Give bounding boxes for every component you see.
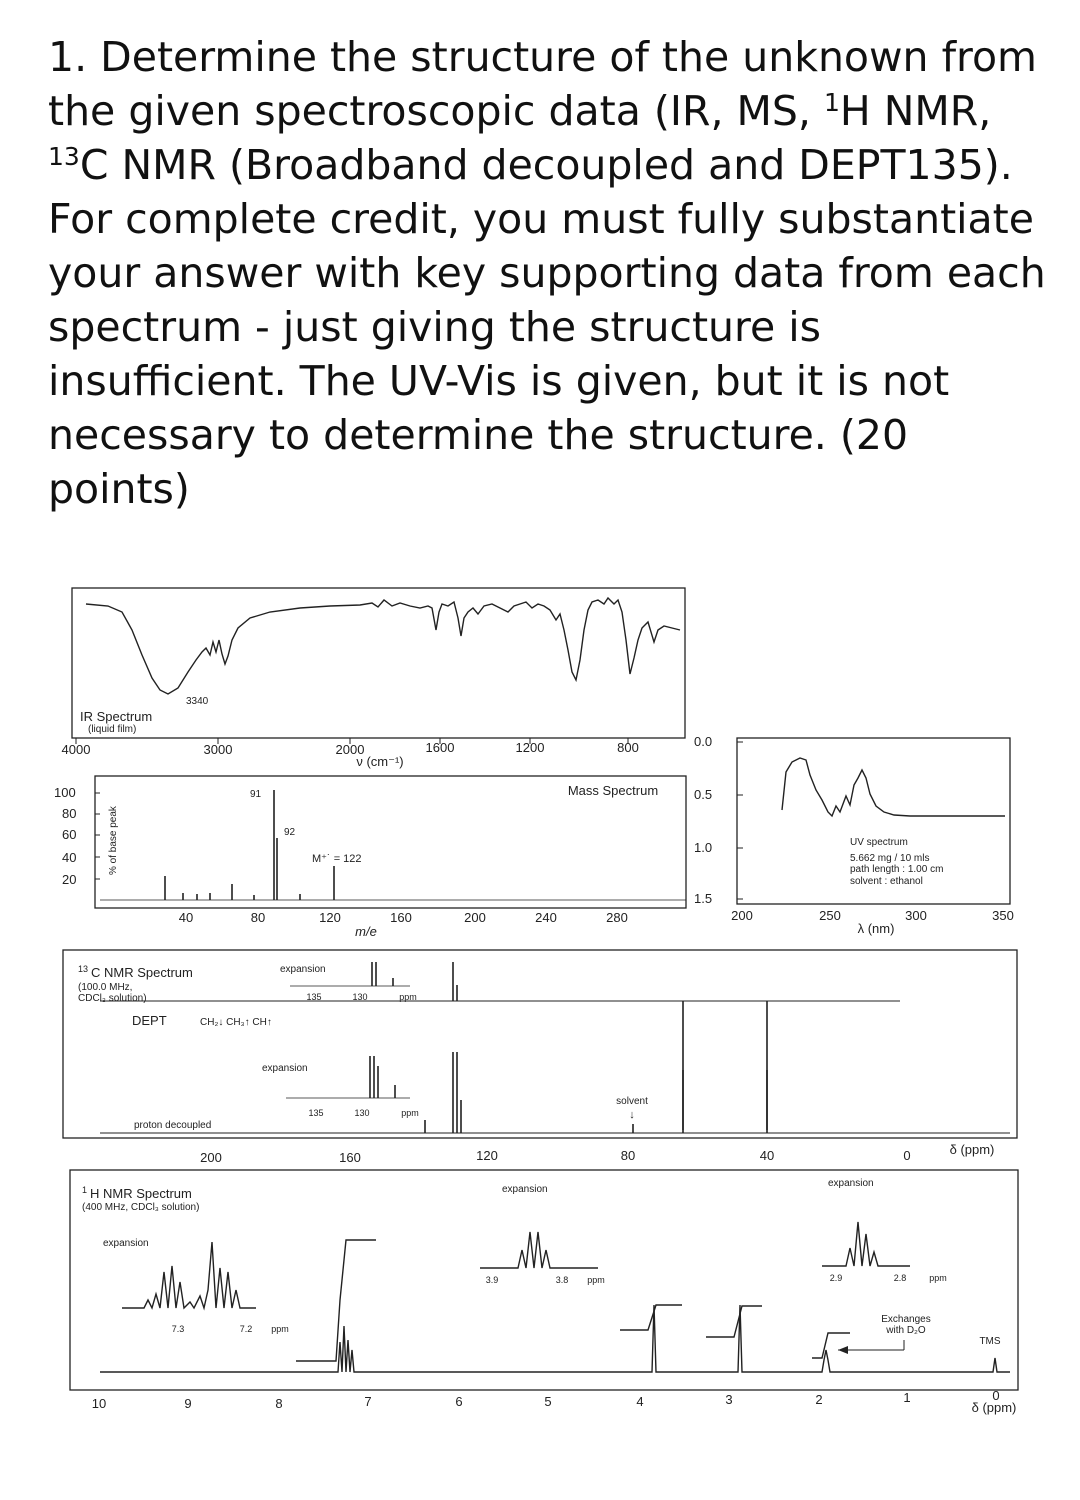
h1-29-exp-tick: 2.8	[893, 1273, 907, 1283]
ir-axis-label: ν (cm⁻¹)	[356, 754, 404, 769]
h1-aromatic-expansion-label: expansion	[103, 1238, 149, 1249]
h1-29-expansion-label: expansion	[828, 1178, 874, 1189]
ms-x-tick: 240	[535, 910, 557, 925]
c13-solvent-label: solvent	[616, 1096, 648, 1107]
h1-39-expansion-trace	[480, 1232, 598, 1268]
ir-frame	[72, 588, 685, 738]
h1-39-exp-tick: 3.9	[485, 1275, 499, 1285]
h1-tick-label: 3	[725, 1392, 733, 1407]
uv-y-ticks	[694, 734, 743, 906]
ir-trace	[86, 598, 680, 694]
mass-spectrum	[54, 776, 686, 939]
proton-decoupled-label: proton decoupled	[134, 1120, 212, 1131]
h1-aromatic-expansion-trace	[122, 1242, 256, 1308]
c13-tick-label: 40	[759, 1148, 775, 1163]
uv-xlabel: λ (nm)	[857, 921, 895, 936]
ms-y-tick: 20	[62, 872, 77, 887]
h1-tick-label: 4	[636, 1394, 644, 1409]
c13-tick-label: 0	[903, 1148, 911, 1163]
c13-nmr-spectrum	[63, 950, 1017, 1165]
h1-tick-label: 2	[815, 1392, 823, 1407]
uv-x-tick: 200	[731, 908, 753, 923]
h1-aromatic-exp-tick: ppm	[271, 1324, 289, 1334]
h1-frame	[70, 1170, 1018, 1390]
ir-peak-label: 3340	[186, 696, 209, 707]
c13-exp-tick: 130	[354, 1108, 370, 1118]
h1-aromatic-exp-tick: 7.2	[239, 1324, 253, 1334]
uv-x-tick: 250	[819, 908, 841, 923]
ms-label-92: 92	[284, 827, 296, 838]
h1-axis-label: δ (ppm)	[971, 1400, 1017, 1415]
h1-39-exp-tick: 3.8	[555, 1275, 569, 1285]
ms-xlabel: m/e	[355, 924, 377, 939]
h1-integral-39	[620, 1305, 682, 1330]
c13-solvent: CDCl₃ solution)	[78, 993, 147, 1004]
c13-expansion-label: expansion	[262, 1063, 308, 1074]
ms-x-tick: 120	[319, 910, 341, 925]
ms-x-tick: 40	[178, 910, 194, 925]
ir-tick-label: 1600	[425, 740, 455, 755]
h1-tick-label: 6	[455, 1394, 463, 1409]
c13-frequency: (100.0 MHz,	[78, 982, 133, 993]
h1-tick-label: 9	[184, 1396, 192, 1411]
h1-exchange-label-2: with D₂O	[886, 1325, 926, 1336]
h1-nmr-spectrum	[70, 1170, 1018, 1415]
h1-tick-label: 10	[91, 1396, 107, 1411]
ms-x-ticks	[179, 910, 628, 925]
h1-aromatic-exp-tick: 7.3	[171, 1324, 185, 1334]
dept-exp-tick: ppm	[399, 992, 417, 1002]
c13-tick-label: 120	[476, 1148, 498, 1163]
uv-spectrum	[694, 734, 1014, 936]
ir-tick-label: 4000	[61, 742, 91, 757]
h1-integral-oh	[812, 1333, 850, 1358]
dept-expansion-label: expansion	[280, 964, 326, 975]
h1-tms-label: TMS	[979, 1336, 1001, 1347]
uv-info-path: path length : 1.00 cm	[850, 864, 944, 875]
h1-tick-label: 7	[364, 1394, 372, 1409]
uv-title: UV spectrum	[850, 837, 908, 848]
ms-peaks	[100, 790, 686, 900]
ir-tick-label: 2000	[335, 742, 365, 757]
ms-y-tick: 100	[54, 785, 76, 800]
c13-exp-tick: 135	[308, 1108, 324, 1118]
ir-tick-label: 800	[617, 740, 639, 755]
dept-exp-tick: 135	[306, 992, 322, 1002]
ms-x-tick: 80	[250, 910, 266, 925]
solvent-arrow-icon: ↓	[629, 1109, 635, 1121]
h1-tick-label: 0	[992, 1388, 1000, 1403]
ms-y-tick: 40	[62, 850, 77, 865]
h1-29-expansion-trace	[822, 1222, 910, 1266]
ir-tick-label: 3000	[203, 742, 233, 757]
c13-exp-tick: ppm	[401, 1108, 419, 1118]
c13-axis-label: δ (ppm)	[949, 1142, 995, 1157]
ir-title: IR Spectrum	[80, 709, 153, 724]
ms-x-tick: 280	[606, 910, 628, 925]
h1-main-trace	[100, 1305, 1010, 1372]
uv-y-tick: 0.5	[694, 787, 713, 802]
h1-39-exp-tick: ppm	[587, 1275, 605, 1285]
ms-label-91: 91	[250, 789, 262, 800]
uv-info-solvent: solvent : ethanol	[850, 876, 923, 887]
h1-integral-29	[706, 1306, 762, 1337]
uv-y-tick: 1.5	[694, 891, 713, 906]
h1-29-exp-tick: 2.9	[829, 1273, 843, 1283]
ms-x-tick: 160	[390, 910, 412, 925]
exchange-arrowhead-icon	[838, 1346, 848, 1354]
ms-x-tick: 200	[464, 910, 486, 925]
c13-tick-label: 80	[620, 1148, 636, 1163]
question-text: 1. Determine the structure of the unknown from the given spectroscopic data (IR, MS, $^1$H NMR, $^{13}$C NMR (Broadband decoupled and DEPT135). For complete credit, you must fully substantiate your answer with key supporting data from each spectrum - just giving the structure is insufficient. The UV-Vis is given, but it is not necessary to determine the structure. (20 points)	[48, 33, 1046, 513]
ir-spectrum	[62, 588, 685, 769]
h1-tick-label: 8	[275, 1396, 283, 1411]
uv-info-mass: 5.662 mg / 10 mls	[850, 853, 930, 864]
ms-y-tick: 60	[62, 827, 77, 842]
dept-label: DEPT	[132, 1013, 167, 1028]
dept-exp-tick: 130	[352, 992, 368, 1002]
ir-axis-ticks	[62, 738, 639, 757]
dept-legend: CH₂↓ CH₃↑ CH↑	[200, 1017, 272, 1028]
uv-trace	[782, 758, 1005, 816]
h1-tick-label: 1	[903, 1390, 911, 1405]
h1-axis-ticks	[92, 1388, 1000, 1411]
h1-29-exp-tick: ppm	[929, 1273, 947, 1283]
ms-molecular-ion: M⁺˙ = 122	[312, 853, 362, 865]
h1-subtitle: (400 MHz, CDCl₃ solution)	[82, 1202, 200, 1213]
ms-title: Mass Spectrum	[567, 783, 659, 798]
c13-tick-label: 160	[339, 1150, 361, 1165]
uv-x-tick: 350	[992, 908, 1014, 923]
ir-subtitle: (liquid film)	[88, 724, 137, 735]
h1-integral-aromatic	[296, 1240, 376, 1361]
ms-y-ticks	[54, 785, 100, 887]
uv-y-tick: 1.0	[694, 840, 713, 855]
uv-x-tick: 300	[905, 908, 927, 923]
h1-exchange-label: Exchanges	[881, 1314, 931, 1325]
c13-frame	[63, 950, 1017, 1138]
c13-tick-label: 200	[200, 1150, 222, 1165]
uv-y-tick: 0.0	[694, 734, 713, 749]
ms-ylabel: % of base peak	[108, 806, 119, 875]
ir-tick-label: 1200	[515, 740, 545, 755]
h1-39-expansion-label: expansion	[502, 1184, 548, 1195]
h1-tick-label: 5	[544, 1394, 552, 1409]
h1-title: $^1$ H NMR Spectrum	[82, 1185, 192, 1201]
ms-y-tick: 80	[62, 806, 77, 821]
c13-axis-ticks	[200, 1148, 910, 1165]
c13-title: $^{13}$ C NMR Spectrum	[78, 964, 193, 980]
